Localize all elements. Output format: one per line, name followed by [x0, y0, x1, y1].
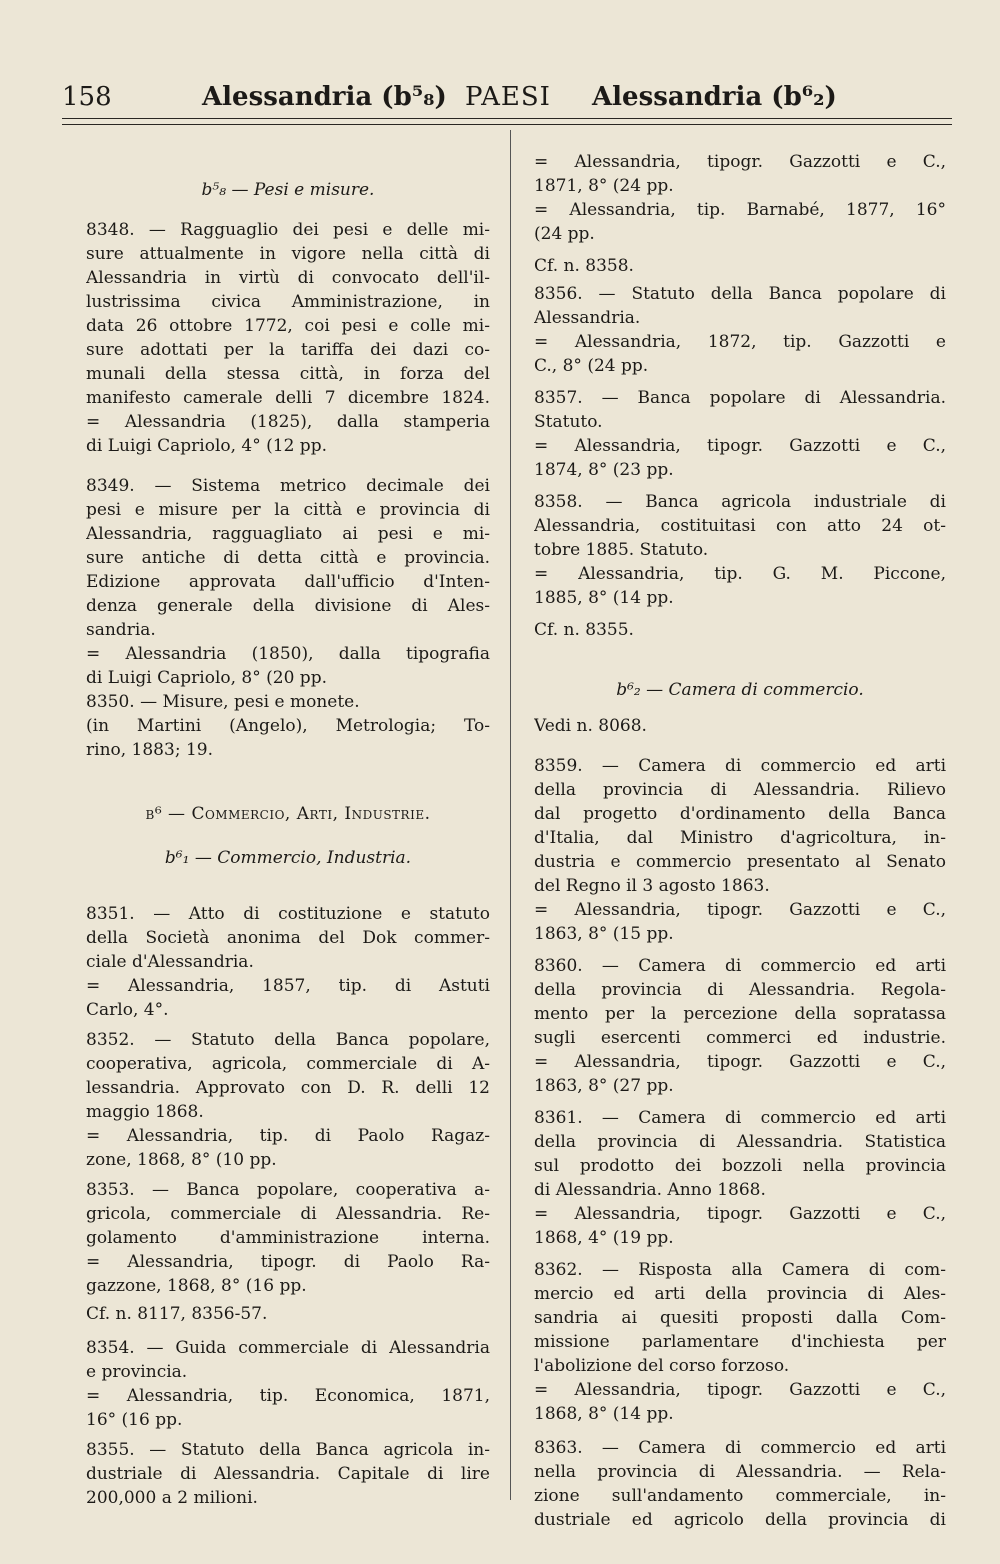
right-column-text-line: 8357. — Banca popolare di Alessandria.: [534, 388, 946, 408]
left-column-text-line: = Alessandria (1825), dalla stamperia: [86, 412, 490, 432]
right-column-text-line: dustria e commercio presentato al Senato: [534, 852, 946, 872]
right-column-text-line: 8362. — Risposta alla Camera di com-: [534, 1260, 946, 1280]
right-column-text-line: Alessandria, costituitasi con atto 24 ot-: [534, 516, 946, 536]
right-column: [534, 130, 946, 1530]
right-column-text-line: = Alessandria, tipogr. Gazzotti e C.,: [534, 1204, 946, 1224]
right-column-text-line: 1874, 8° (23 pp.: [534, 460, 674, 480]
right-column-text-line: = Alessandria, tipogr. Gazzotti e C.,: [534, 436, 946, 456]
left-column-text-line: sure attualmente in vigore nella città di: [86, 244, 490, 264]
right-column-text-line: 1863, 8° (15 pp.: [534, 924, 674, 944]
right-column-text-line: 8359. — Camera di commercio ed arti: [534, 756, 946, 776]
right-column-text-line: sul prodotto dei bozzoli nella provincia: [534, 1156, 946, 1176]
right-column-text-line: = Alessandria, tipogr. Gazzotti e C.,: [534, 152, 946, 172]
right-column-text-line: sugli esercenti commerci ed industrie.: [534, 1028, 946, 1048]
right-column-text-line: 8356. — Statuto della Banca popolare di: [534, 284, 946, 304]
right-column-text-line: mento per la percezione della sopratassa: [534, 1004, 946, 1024]
left-column-text-line: e provincia.: [86, 1362, 188, 1382]
left-column-text-line: zone, 1868, 8° (10 pp.: [86, 1150, 277, 1170]
left-column-text-line: gazzone, 1868, 8° (16 pp.: [86, 1276, 307, 1296]
right-column-text-line: C., 8° (24 pp.: [534, 356, 649, 376]
left-column-text-line: = Alessandria (1850), dalla tipografia: [86, 644, 490, 664]
left-column-text-line: cooperativa, agricola, commerciale di A-: [86, 1054, 490, 1074]
right-column-text-line: = Alessandria, tip. G. M. Piccone,: [534, 564, 946, 584]
column-divider: [510, 130, 511, 1500]
right-column-text-line: = Alessandria, tipogr. Gazzotti e C.,: [534, 1052, 946, 1072]
right-column-text-line: 1868, 8° (14 pp.: [534, 1404, 674, 1424]
left-column-text-line: 8353. — Banca popolare, cooperativa a-: [86, 1180, 490, 1200]
right-column-text-line: della provincia di Alessandria. Regola-: [534, 980, 946, 1000]
left-column-text-line: dustriale di Alessandria. Capitale di lire: [86, 1464, 490, 1484]
left-column-text-line: lustrissima civica Amministrazione, in: [86, 292, 490, 312]
left-column-text-line: 8354. — Guida commerciale di Alessandria: [86, 1338, 490, 1358]
left-column-text-line: 8349. — Sistema metrico decimale dei: [86, 476, 490, 496]
right-column-text-line: dustriale ed agricolo della provincia di: [534, 1510, 946, 1530]
right-column-text-line: della provincia di Alessandria. Rilievo: [534, 780, 946, 800]
left-column-text-line: lessandria. Approvato con D. R. delli 12: [86, 1078, 490, 1098]
right-column-text-line: 1885, 8° (14 pp.: [534, 588, 674, 608]
right-column-text-line: della provincia di Alessandria. Statistica: [534, 1132, 946, 1152]
left-column-text-line: 8350. — Misure, pesi e monete.: [86, 692, 360, 712]
right-column-text-line: l'abolizione del corso forzoso.: [534, 1356, 790, 1376]
header-center-title: PAESI: [465, 82, 551, 112]
left-column-text-line: b⁵₈ — Pesi e misure.: [201, 180, 375, 200]
right-column-text-line: dal progetto d'ordinamento della Banca: [534, 804, 946, 824]
left-column-text-line: manifesto camerale delli 7 dicembre 1824.: [86, 388, 490, 408]
left-column: [86, 130, 490, 1524]
right-column-text-line: = Alessandria, 1872, tip. Gazzotti e: [534, 332, 946, 352]
left-column-text-line: Alessandria in virtù di convocato dell'il-: [86, 268, 490, 288]
left-column-text-line: = Alessandria, 1857, tip. di Astuti: [86, 976, 490, 996]
right-column-text-line: 1871, 8° (24 pp.: [534, 176, 674, 196]
left-column-text-line: Carlo, 4°.: [86, 1000, 169, 1020]
left-column-text-line: golamento d'amministrazione interna.: [86, 1228, 490, 1248]
right-column-text-line: tobre 1885. Statuto.: [534, 540, 709, 560]
right-column-text-line: 1868, 4° (19 pp.: [534, 1228, 674, 1248]
header-rule: [62, 124, 952, 125]
right-column-text-line: 8358. — Banca agricola industriale di: [534, 492, 946, 512]
left-column-text-line: Alessandria, ragguagliato ai pesi e mi-: [86, 524, 490, 544]
right-column-text-line: 8363. — Camera di commercio ed arti: [534, 1438, 946, 1458]
left-column-text-line: sure adottati per la tariffa dei dazi co-: [86, 340, 490, 360]
right-column-text-line: Cf. n. 8358.: [534, 256, 634, 276]
left-column-text-line: gricola, commerciale di Alessandria. Re-: [86, 1204, 490, 1224]
right-column-text-line: Alessandria.: [534, 308, 641, 328]
right-column-text-line: 8360. — Camera di commercio ed arti: [534, 956, 946, 976]
right-column-text-line: = Alessandria, tipogr. Gazzotti e C.,: [534, 1380, 946, 1400]
left-column-text-line: = Alessandria, tipogr. di Paolo Ra-: [86, 1252, 490, 1272]
right-column-text-line: Vedi n. 8068.: [534, 716, 647, 736]
left-column-text-line: 8352. — Statuto della Banca popolare,: [86, 1030, 490, 1050]
left-column-text-line: pesi e misure per la città e provincia di: [86, 500, 490, 520]
right-column-text-line: di Alessandria. Anno 1868.: [534, 1180, 766, 1200]
left-column-text-line: = Alessandria, tip. Economica, 1871,: [86, 1386, 490, 1406]
left-column-text-line: b⁶ — Commercio, Arti, Industrie.: [145, 804, 431, 824]
left-column-text-line: Edizione approvata dall'ufficio d'Inten-: [86, 572, 490, 592]
right-column-text-line: mercio ed arti della provincia di Ales-: [534, 1284, 946, 1304]
left-column-text-line: (in Martini (Angelo), Metrologia; To-: [86, 716, 490, 736]
left-column-text-line: ciale d'Alessandria.: [86, 952, 254, 972]
left-column-text-line: di Luigi Capriolo, 8° (20 pp.: [86, 668, 327, 688]
left-column-text-line: denza generale della divisione di Ales-: [86, 596, 490, 616]
page-number: 158: [62, 82, 112, 112]
left-column-text-line: rino, 1883; 19.: [86, 740, 213, 760]
header-rule: [62, 118, 952, 119]
left-column-text-line: Cf. n. 8117, 8356-57.: [86, 1304, 268, 1324]
header-right-title: Alessandria (b⁶₂): [592, 82, 837, 112]
left-column-text-line: = Alessandria, tip. di Paolo Ragaz-: [86, 1126, 490, 1146]
right-column-text-line: 1863, 8° (27 pp.: [534, 1076, 674, 1096]
right-column-text-line: b⁶₂ — Camera di commercio.: [616, 680, 864, 700]
right-column-text-line: del Regno il 3 agosto 1863.: [534, 876, 770, 896]
right-column-text-line: 8361. — Camera di commercio ed arti: [534, 1108, 946, 1128]
right-column-text-line: Cf. n. 8355.: [534, 620, 634, 640]
right-column-text-line: sandria ai quesiti proposti dalla Com-: [534, 1308, 946, 1328]
right-column-text-line: zione sull'andamento commerciale, in-: [534, 1486, 946, 1506]
right-column-text-line: d'Italia, dal Ministro d'agricoltura, in-: [534, 828, 946, 848]
right-column-text-line: nella provincia di Alessandria. — Rela-: [534, 1462, 946, 1482]
right-column-text-line: = Alessandria, tipogr. Gazzotti e C.,: [534, 900, 946, 920]
left-column-text-line: sure antiche di detta città e provincia.: [86, 548, 490, 568]
left-column-text-line: 8348. — Ragguaglio dei pesi e delle mi-: [86, 220, 490, 240]
left-column-text-line: maggio 1868.: [86, 1102, 204, 1122]
header-left-title: Alessandria (b⁵₈): [202, 82, 447, 112]
right-column-text-line: (24 pp.: [534, 224, 595, 244]
right-column-text-line: missione parlamentare d'inchiesta per: [534, 1332, 946, 1352]
right-column-text-line: = Alessandria, tip. Barnabé, 1877, 16°: [534, 200, 946, 220]
left-column-text-line: della Società anonima del Dok commer-: [86, 928, 490, 948]
left-column-text-line: sandria.: [86, 620, 156, 640]
right-column-text-line: Statuto.: [534, 412, 603, 432]
running-header: [62, 74, 952, 114]
left-column-text-line: 8351. — Atto di costituzione e statuto: [86, 904, 490, 924]
left-column-text-line: data 26 ottobre 1772, coi pesi e colle mi-: [86, 316, 490, 336]
left-column-text-line: 16° (16 pp.: [86, 1410, 183, 1430]
left-column-text-line: di Luigi Capriolo, 4° (12 pp.: [86, 436, 327, 456]
left-column-text-line: 8355. — Statuto della Banca agricola in-: [86, 1440, 490, 1460]
left-column-text-line: b⁶₁ — Commercio, Industria.: [164, 848, 412, 868]
left-column-text-line: munali della stessa città, in forza del: [86, 364, 490, 384]
left-column-text-line: 200,000 a 2 milioni.: [86, 1488, 258, 1508]
